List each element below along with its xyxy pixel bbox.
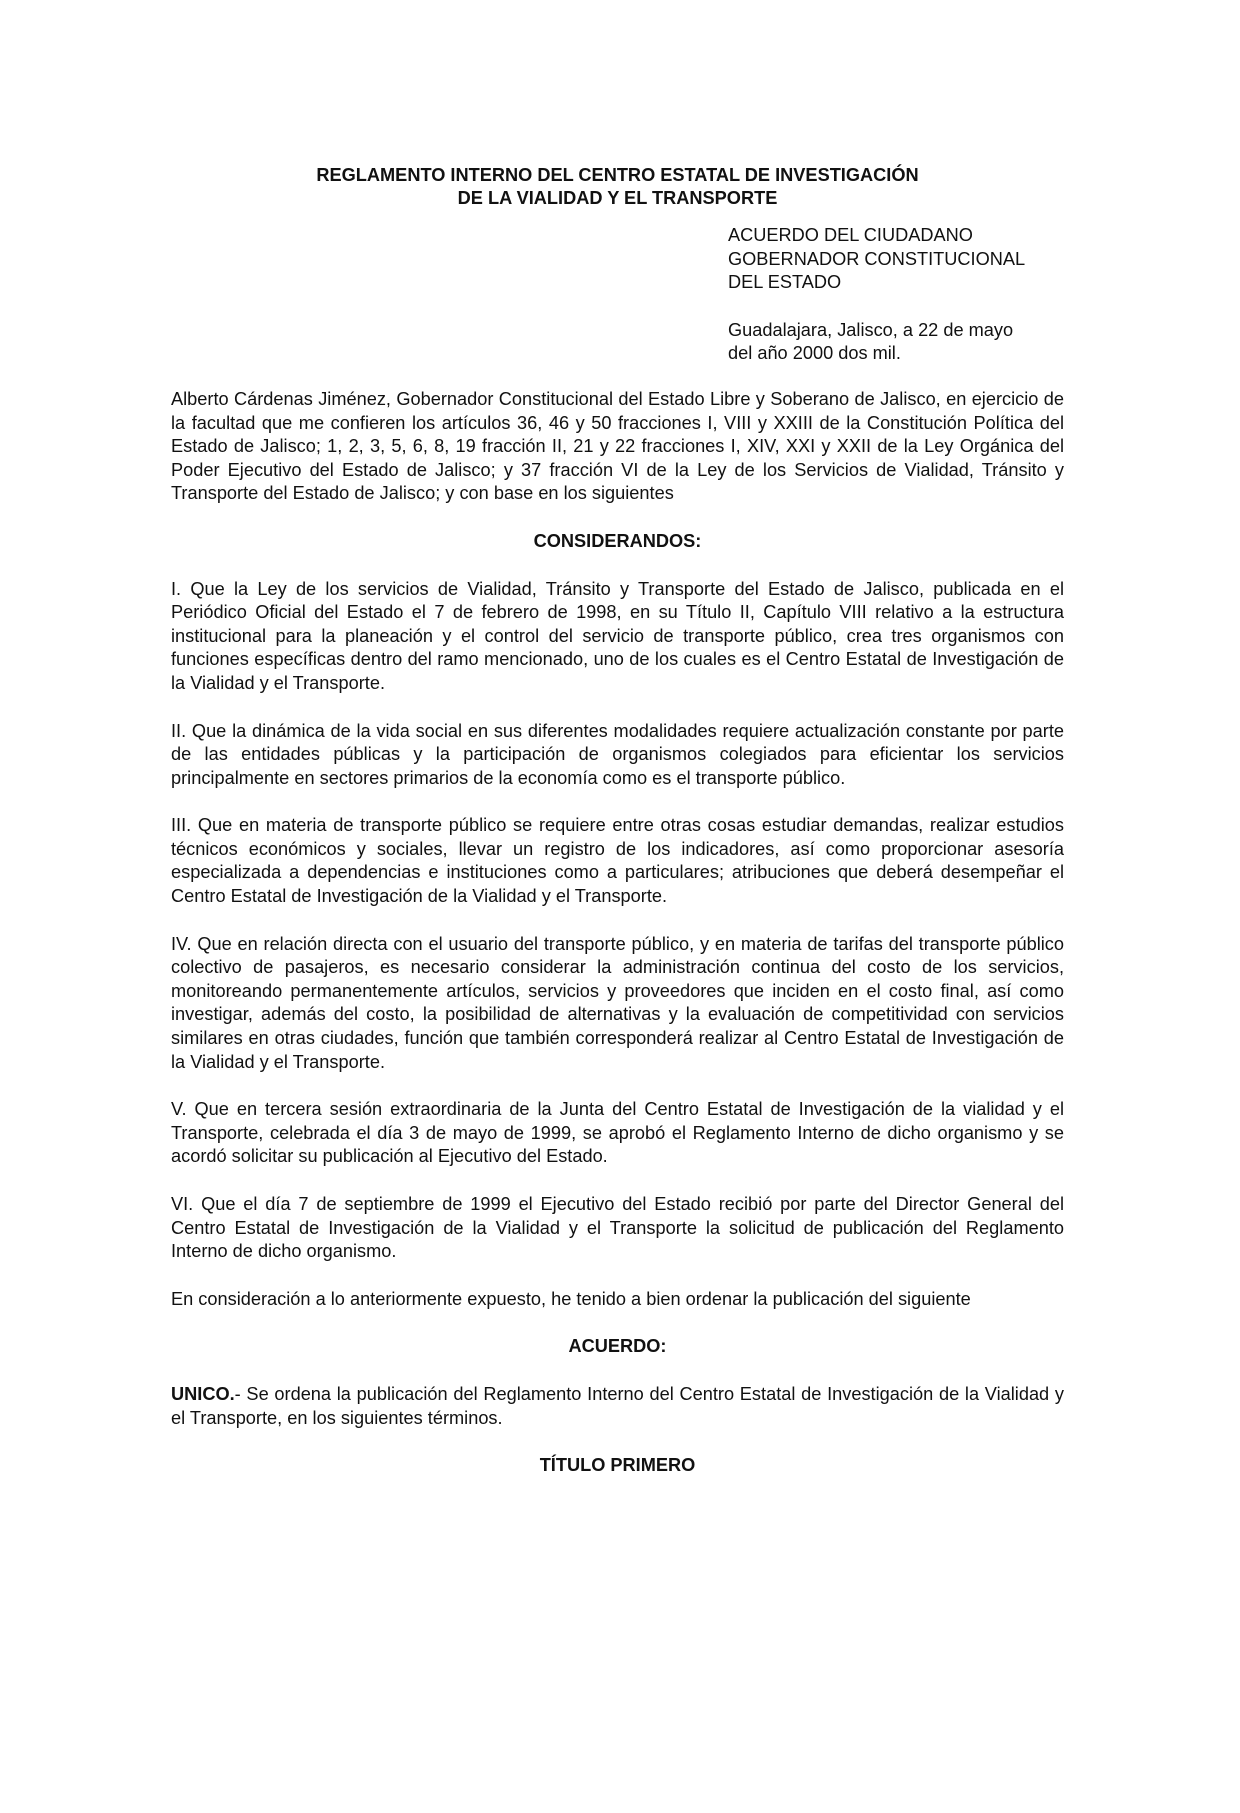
- date-block: [728, 319, 1064, 366]
- acuerdo-heading: ACUERDO:: [568, 1336, 667, 1357]
- considerandos-heading: CONSIDERANDOS:: [533, 530, 702, 551]
- title-line-1: REGLAMENTO INTERNO DEL CENTRO ESTATAL DE INVESTIGACIÓN: [316, 165, 919, 185]
- titulo-primero-heading: TÍTULO PRIMERO: [539, 1455, 696, 1476]
- date-line: del año 2000 dos mil.: [728, 343, 901, 364]
- considerando-3: III. Que en materia de transporte público se requiere entre otras cosas estudiar demandas, realizar estudios técnicos económicos y sociales, llevar un registro de los indicadores, así como proporcionar asesoría especializada a dependencias e instituciones como a particulares; atribuciones que deberá desempeñar el Centro Estatal de Investigación de la Vialidad y el Transporte.: [171, 815, 1064, 907]
- unico-text: - Se ordena la publicación del Reglamento Interno del Centro Estatal de Investigación de la Vialidad y el Transporte, en los siguientes términos.: [171, 1383, 1064, 1428]
- closing-statement: En consideración a lo anteriormente expuesto, he tenido a bien ordenar la publicación del siguiente: [171, 1288, 971, 1309]
- title-line-2: DE LA VIALIDAD Y EL TRANSPORTE: [457, 188, 778, 208]
- considerando-5: V. Que en tercera sesión extraordinaria de la Junta del Centro Estatal de Investigación de la vialidad y el Transporte, celebrada el día 3 de mayo de 1999, se aprobó el Reglamento Interno de dicho organismo y se acordó solicitar su publicación al Ejecutivo del Estado.: [171, 1099, 1064, 1167]
- considerando-1: I. Que la Ley de los servicios de Vialidad, Tránsito y Transporte del Estado de Jalisco, publicada en el Periódico Oficial del Estado el 7 de febrero de 1998, en su Título II, Capítulo VIII relativo a la estructura institucional para la planeación y el control del servicio de transporte público, crea tres organismos con funciones específicas dentro del ramo mencionado, uno de los cuales es el Centro Estatal de Investigación de la Vialidad y el Transporte.: [171, 578, 1064, 693]
- agreement-header: [728, 224, 1064, 295]
- preamble-paragraph: Alberto Cárdenas Jiménez, Gobernador Constitucional del Estado Libre y Soberano de Jalisco, en ejercicio de la facultad que me confieren los artículos 36, 46 y 50 fracciones I, VIII y XXIII de la Constitución Política del Estado de Jalisco; 1, 2, 3, 5, 6, 8, 19 fracción II, 21 y 22 fracciones I, XIV, XXI y XXII de la Ley Orgánica del Poder Ejecutivo del Estado de Jalisco; y 37 fracción VI de la Ley de los Servicios de Vialidad, Tránsito y Transporte del Estado de Jalisco; y con base en los siguientes: [171, 388, 1064, 504]
- considerando-2: II. Que la dinámica de la vida social en sus diferentes modalidades requiere actualización constante por parte de las entidades públicas y la participación de organismos colegiados para eficientar los servicios principalmente en sectores primarios de la economía como es el transporte público.: [171, 720, 1064, 788]
- document-title: [171, 164, 1064, 210]
- agreement-header-line: ACUERDO DEL CIUDADANO: [728, 225, 973, 245]
- agreement-header-line: GOBERNADOR CONSTITUCIONAL: [728, 248, 1026, 269]
- unico-paragraph: [171, 1383, 1064, 1430]
- unico-label: UNICO.: [171, 1383, 235, 1404]
- considerando-6: VI. Que el día 7 de septiembre de 1999 el Ejecutivo del Estado recibió por parte del Director General del Centro Estatal de Investigación de la Vialidad y el Transporte la solicitud de publicación del Reglamento Interno de dicho organismo.: [171, 1194, 1064, 1262]
- considerando-4: IV. Que en relación directa con el usuario del transporte público, y en materia de tarifas del transporte público colectivo de pasajeros, es necesario considerar la administración continua del costo de los servicios, monitoreando permanentemente artículos, servicios y proveedores que inciden en el costo final, así como investigar, además del costo, la posibilidad de alternativas y la evaluación de competitividad con servicios similares en otras ciudades, función que también corresponderá realizar al Centro Estatal de Investigación de la Vialidad y el Transporte.: [171, 933, 1064, 1072]
- date-line: Guadalajara, Jalisco, a 22 de mayo: [728, 319, 1014, 340]
- document-body: [171, 164, 1064, 1502]
- agreement-header-line: DEL ESTADO: [728, 272, 842, 293]
